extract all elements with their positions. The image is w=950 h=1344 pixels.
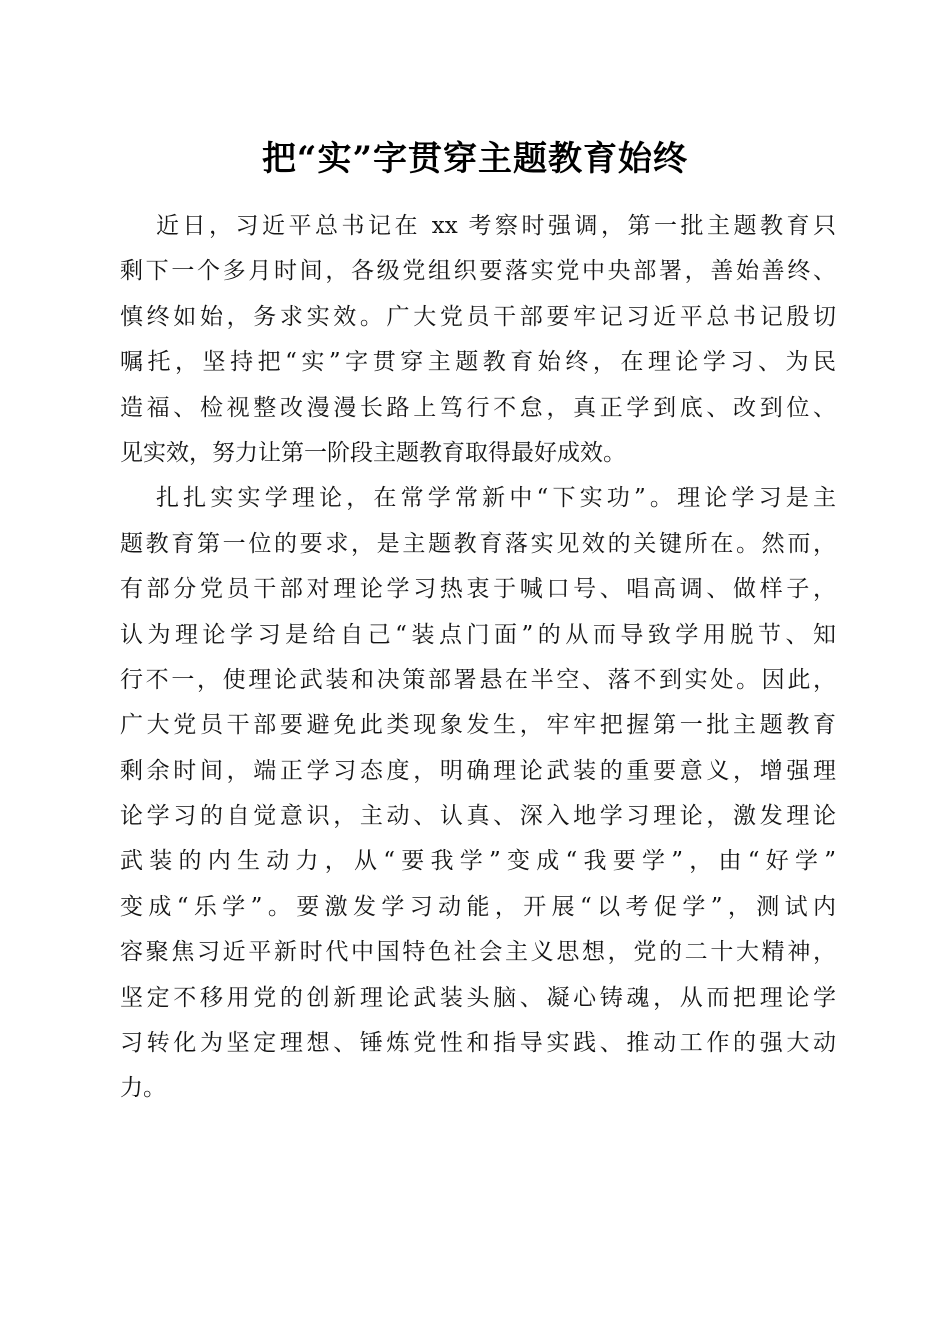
paragraph-line: 嘱托，坚持把“实”字贯穿主题教育始终，在理论学习、为民 bbox=[120, 349, 836, 376]
paragraph-line: 广大党员干部要避免此类现象发生，牢牢把握第一批主题教育 bbox=[120, 712, 836, 739]
paragraph-line: 题教育第一位的要求，是主题教育落实见效的关键所在。然而， bbox=[120, 530, 836, 557]
paragraph-line: 力。 bbox=[120, 1075, 166, 1102]
paragraph-line: 有部分党员干部对理论学习热衷于喊口号、唱高调、做样子， bbox=[120, 576, 836, 603]
paragraph-line: 论学习的自觉意识，主动、认真、深入地学习理论，激发理论 bbox=[120, 803, 836, 830]
paragraph-line: 剩余时间，端正学习态度，明确理论武装的重要意义，增强理 bbox=[120, 757, 836, 784]
paragraph-line: 近日，习近平总书记在 xx 考察时强调，第一批主题教育只 bbox=[156, 213, 836, 239]
paragraph-line: 剩下一个多月时间，各级党组织要落实党中央部署，善始善终、 bbox=[120, 258, 836, 285]
paragraph-line: 习转化为坚定理想、锤炼党性和指导实践、推动工作的强大动 bbox=[120, 1030, 836, 1057]
paragraph-line: 容聚焦习近平新时代中国特色社会主义思想，党的二十大精神， bbox=[120, 939, 836, 966]
document-body bbox=[120, 204, 836, 1112]
paragraph-line: 武装的内生动力，从“要我学”变成“我要学”，由“好学” bbox=[120, 848, 836, 875]
paragraph-line: 慎终如始，务求实效。广大党员干部要牢记习近平总书记殷切 bbox=[120, 303, 836, 330]
paragraph-line: 坚定不移用党的创新理论武装头脑、凝心铸魂，从而把理论学 bbox=[120, 984, 836, 1011]
paragraph-line: 认为理论学习是给自己“装点门面”的从而导致学用脱节、知 bbox=[120, 621, 836, 648]
paragraph-2 bbox=[120, 476, 836, 1111]
paragraph-1 bbox=[120, 204, 836, 476]
paragraph-line: 造福、检视整改漫漫长路上笃行不怠，真正学到底、改到位、 bbox=[120, 394, 836, 421]
paragraph-line: 见实效，努力让第一阶段主题教育取得最好成效。 bbox=[120, 439, 626, 466]
document-title: 把“实”字贯穿主题教育始终 bbox=[261, 139, 689, 179]
paragraph-line: 行不一，使理论武装和决策部署悬在半空、落不到实处。因此， bbox=[120, 666, 836, 693]
paragraph-line: 变成“乐学”。要激发学习动能，开展“以考促学”，测试内 bbox=[120, 893, 836, 920]
paragraph-line: 扎扎实实学理论，在常学常新中“下实功”。理论学习是主 bbox=[156, 485, 836, 512]
